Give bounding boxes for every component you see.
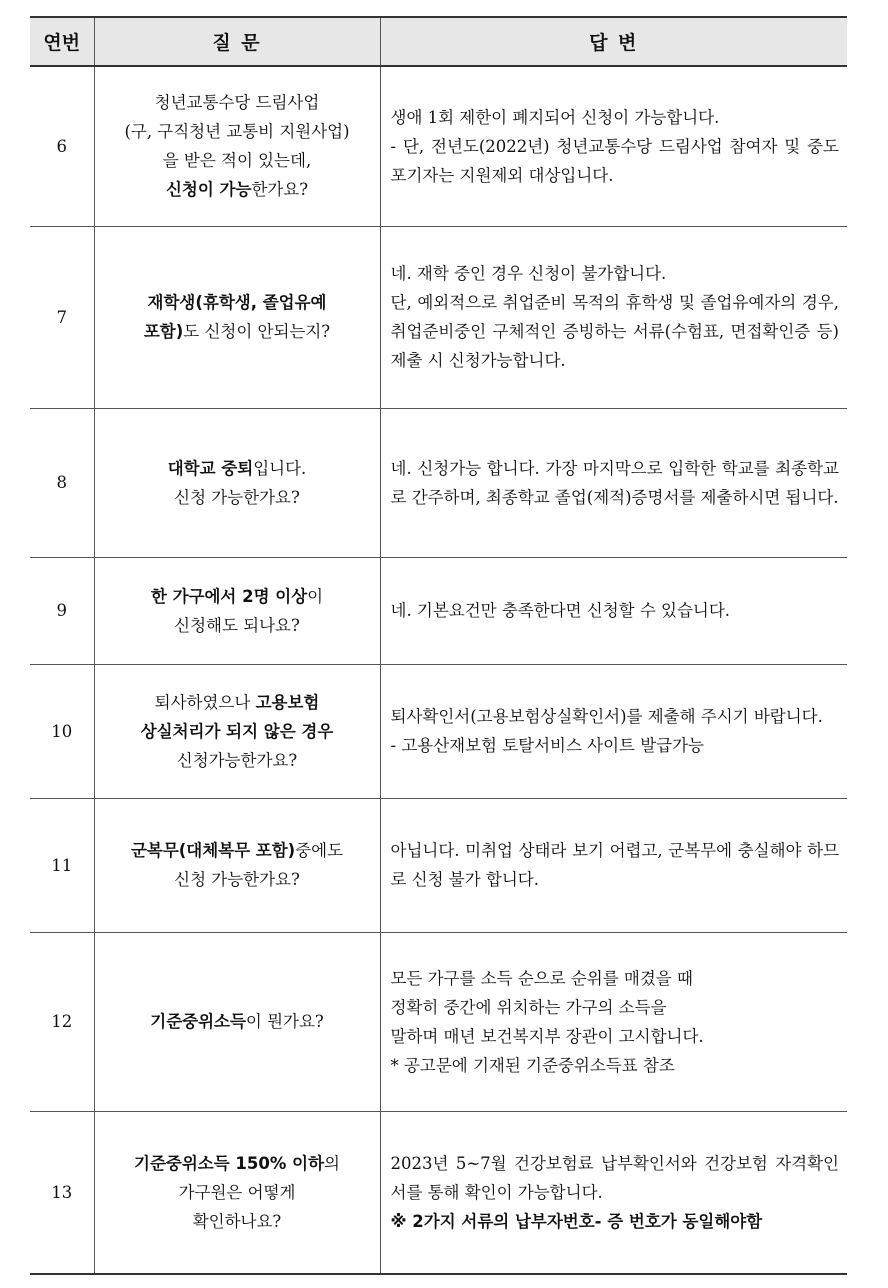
row-number: 11 <box>30 798 94 932</box>
table-row <box>30 557 847 664</box>
question-text: 이 <box>307 586 324 606</box>
row-number: 13 <box>30 1111 94 1274</box>
question-highlight: 기준중위소득 <box>150 1012 246 1031</box>
question-line: 가구원은 어떻게 <box>178 1182 296 1202</box>
answer-cell <box>380 66 847 226</box>
answer-cell <box>380 226 847 408</box>
question-text: 의 <box>324 1153 340 1173</box>
answer-highlight: ※ 2가지 서류의 납부자번호- 증 번호가 동일해야함 <box>390 1211 763 1231</box>
question-text: 한가요? <box>251 180 309 200</box>
answer-line: 네. 신청가능 합니다. 가장 마지막으로 입학한 학교를 최종학교로 간주하며, 최종학교 졸업(제적)증명서를 제출하시면 됩니다. <box>390 458 839 507</box>
answer-line: 아닙니다. 미취업 상태라 보기 어렵고, 군복무에 충실해야 하므로 신청 불가 합니다. <box>390 841 839 889</box>
header-number: 연번 <box>30 17 94 66</box>
row-number: 10 <box>30 664 94 798</box>
answer-cell <box>380 664 847 798</box>
question-cell <box>94 932 380 1111</box>
question-highlight: 신청이 가능 <box>165 180 252 200</box>
faq-table <box>30 16 847 1275</box>
question-highlight: 대학교 중퇴 <box>167 458 254 478</box>
question-line: 신청 가능한가요? <box>174 487 300 507</box>
question-highlight: 상실처리가 되지 않은 경우 <box>140 721 334 741</box>
question-highlight: 재학생(휴학생, 졸업유예 <box>147 293 327 312</box>
answer-line: - 단, 전년도(2022년) 청년교통수당 드림사업 참여자 및 중도포기자는 지원제외 대상입니다. <box>390 136 839 185</box>
question-line: 신청가능한가요? <box>176 750 298 770</box>
question-cell <box>94 66 380 226</box>
question-line: 청년교통수당 드림사업 <box>154 93 320 113</box>
question-cell <box>94 557 380 664</box>
answer-cell <box>380 798 847 932</box>
answer-line: 단, 예외적으로 취업준비 목적의 휴학생 및 졸업유예자의 경우, 취업준비중인 구체적인 증빙하는 서류(수험표, 면접확인증 등) 제출 시 신청가능합니다. <box>390 293 839 370</box>
question-line: (구, 구직청년 교통비 지원사업) <box>124 122 350 142</box>
answer-cell <box>380 557 847 664</box>
question-text: 이 뭔가요? <box>245 1012 324 1031</box>
question-highlight: 포함) <box>143 322 184 341</box>
question-text: 중에도 <box>295 841 344 860</box>
answer-line: 모든 가구를 소득 순으로 순위를 매겼을 때 <box>390 968 693 988</box>
answer-line: 퇴사확인서(고용보험상실확인서)를 제출해 주시기 바랍니다. <box>390 707 823 726</box>
header-row <box>30 17 847 66</box>
answer-line: 생애 1회 제한이 폐지되어 신청이 가능합니다. <box>390 107 720 127</box>
answer-line: * 공고문에 기재된 기준중위소득표 참조 <box>390 1055 675 1075</box>
answer-line: - 고용산재보험 토탈서비스 사이트 발급가능 <box>390 736 704 755</box>
table-row <box>30 66 847 226</box>
table-row <box>30 408 847 557</box>
question-text: 도 신청이 안되는지? <box>183 322 331 341</box>
question-highlight: 고용보험 <box>255 692 320 712</box>
answer-line: 말하며 매년 보건복지부 장관이 고시합니다. <box>390 1026 704 1046</box>
question-highlight: 한 가구에서 2명 이상 <box>150 586 308 606</box>
answer-cell <box>380 408 847 557</box>
table-row <box>30 932 847 1111</box>
row-number: 8 <box>30 408 94 557</box>
answer-line: 2023년 5~7월 건강보험료 납부확인서와 건강보험 자격확인서를 통해 확인이 가능합니다. <box>390 1153 839 1202</box>
question-text: 입니다. <box>253 458 307 478</box>
row-number: 6 <box>30 66 94 226</box>
question-cell <box>94 408 380 557</box>
answer-cell <box>380 932 847 1111</box>
header-question: 질 문 <box>94 17 380 66</box>
question-highlight: 군복무(대체복무 포함) <box>130 841 296 860</box>
question-cell <box>94 1111 380 1274</box>
row-number: 7 <box>30 226 94 408</box>
question-text: 퇴사하였으나 <box>154 692 256 712</box>
row-number: 12 <box>30 932 94 1111</box>
answer-line: 정확히 중간에 위치하는 가구의 소득을 <box>390 997 667 1017</box>
table-row <box>30 798 847 932</box>
row-number: 9 <box>30 557 94 664</box>
table-row <box>30 664 847 798</box>
question-cell <box>94 798 380 932</box>
answer-line: 네. 기본요건만 충족한다면 신청할 수 있습니다. <box>390 601 731 620</box>
table-row <box>30 1111 847 1274</box>
table-row <box>30 226 847 408</box>
question-cell <box>94 226 380 408</box>
question-line: 확인하나요? <box>192 1211 282 1231</box>
header-answer: 답 변 <box>380 17 847 66</box>
question-highlight: 기준중위소득 150% 이하 <box>134 1153 325 1173</box>
answer-line: 네. 재학 중인 경우 신청이 불가합니다. <box>390 264 667 283</box>
question-line: 을 받은 적이 있는데, <box>162 151 312 171</box>
question-line: 신청해도 되나요? <box>174 615 300 635</box>
question-line: 신청 가능한가요? <box>174 870 300 889</box>
answer-cell <box>380 1111 847 1274</box>
question-cell <box>94 664 380 798</box>
